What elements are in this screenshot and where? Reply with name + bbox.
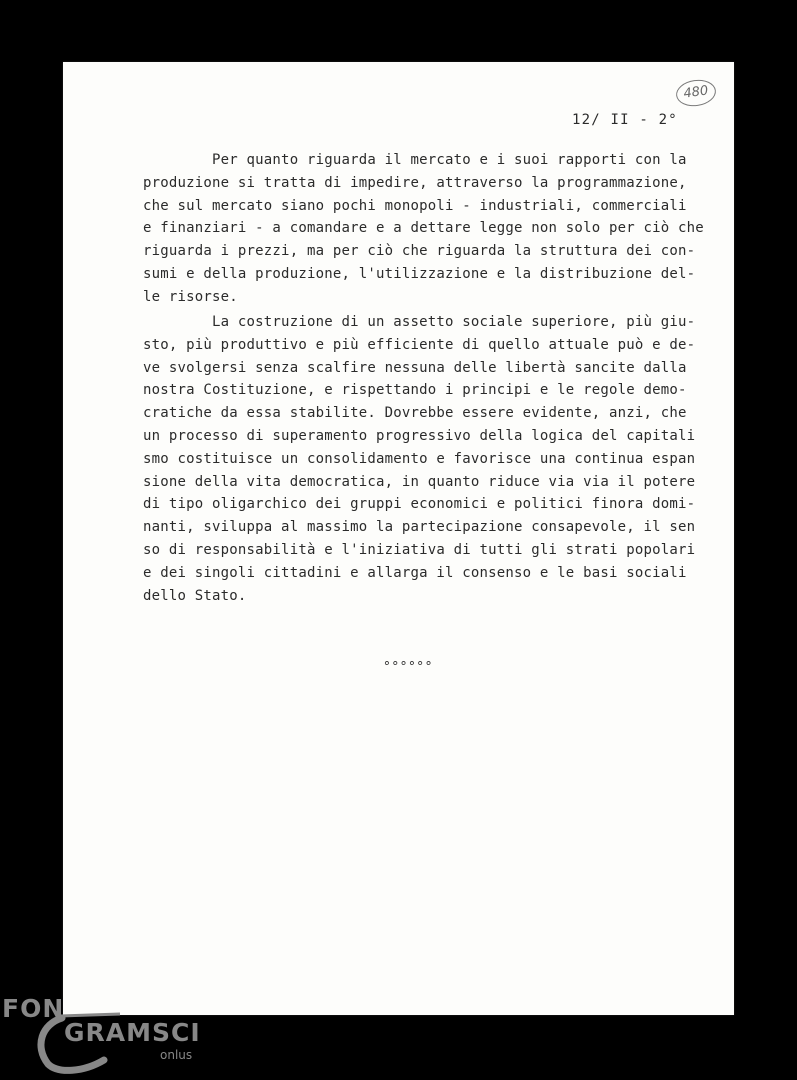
watermark-text-fon: FON xyxy=(2,994,65,1023)
paragraph-market: Per quanto riguarda il mercato e i suoi rapporti con la produzione si tratta di impedire, attraverso la programmazione, che sul mercato siano pochi monopoli - industriali, commerciali e finanziari - a comandare e a dettare legge non solo per ciò che riguarda i prezzi, ma per ciò che riguarda la struttura dei con- sumi e della produzione, l'utilizzazione e la distribuzione del- le risorse. xyxy=(143,152,704,305)
watermark-text-gramsci: GRAMSCI xyxy=(64,1018,201,1047)
archive-page-number: 480 xyxy=(674,77,717,108)
paragraph-social-order: La costruzione di un assetto sociale superiore, più giu- sto, più produttivo e più efficiente di quello attuale può e de- ve svolgersi senza scalfire nessuna delle libertà sancite dalla nostra Costituzione, e rispettando i principi e le regole demo- cratiche da essa stabilite. Dovrebbe essere evidente, anzi, che un processo di superamento progressivo della logica del capitali smo costituisce un consolidamento e favorisce una continua espan sione della vita democratica, in quanto riduce via via il potere di tipo oligarchico dei gruppi economici e politici finora domi- nanti, sviluppa al massimo la partecipazione consapevole, il sen so di responsabilità e l'iniziativa di tutti gli strati popolari e dei singoli cittadini e allarga il consenso e le basi sociali dello Stato. xyxy=(143,314,696,604)
end-separator: °°°°°° xyxy=(383,660,433,675)
fondazione-gramsci-watermark xyxy=(0,988,200,1080)
page-reference: 12/ II - 2° xyxy=(572,112,678,128)
watermark-text-onlus: onlus xyxy=(160,1048,193,1062)
